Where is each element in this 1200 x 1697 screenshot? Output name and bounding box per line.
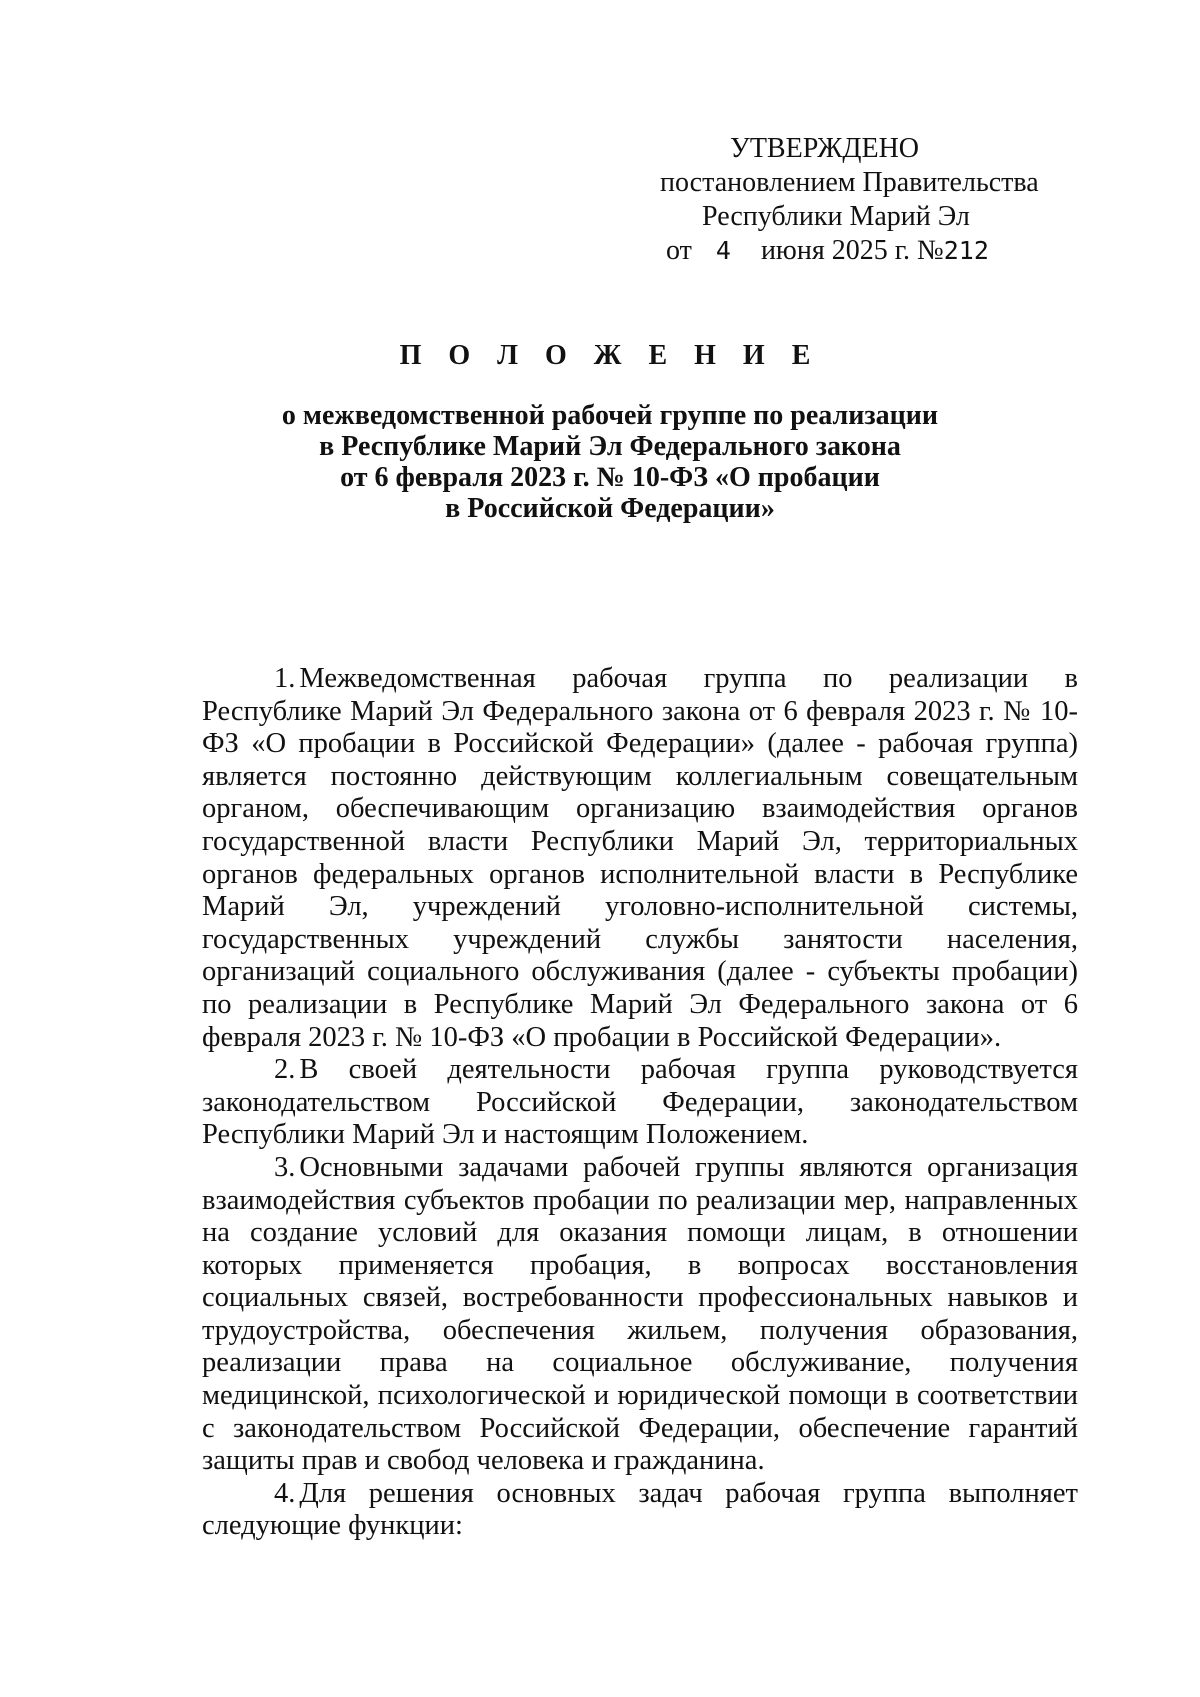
document-body: [202, 663, 1078, 1543]
paragraph-text: В своей деятельности рабочая группа руководствуется законодательством Российской Федерации, законодательством Республики Марий Эл и настоящим Положением.: [202, 1054, 1078, 1151]
subtitle-line: в Республике Марий Эл Федерального закона: [319, 431, 901, 462]
paragraph-number: 3.: [274, 1151, 296, 1183]
paragraph-text: Для решения основных задач рабочая группа выполняет следующие функции:: [202, 1477, 1078, 1542]
paragraph-text: Основными задачами рабочей группы являются организация взаимодействия субъектов пробации по реализации мер, направленных на создание условий для оказания помощи лицам, в отношении которых применяется пробация, в вопросах восстановления социальных связей, востребованности профессиональных навыков и трудоустройства, обеспечения жильем, получения образования, реализации права на социальное обслуживание, получения медицинской, психологической и юридической помощи в соответствии с законодательством Российской Федерации, обеспечение гарантий защиты прав и свобод человека и гражданина.: [202, 1151, 1078, 1477]
approval-issuer: постановлением Правительства: [660, 167, 1039, 198]
document-title: П О Л О Ж Е Н И Е: [399, 340, 821, 371]
subtitle-line: от 6 февраля 2023 г. № 10-ФЗ «О пробации: [340, 462, 880, 493]
document-subtitle: [280, 400, 940, 524]
paragraph-3: [202, 1152, 1078, 1478]
approval-doc-number: 212: [943, 236, 989, 265]
approval-date-line: [660, 234, 1100, 268]
approval-date-prefix: от: [666, 235, 692, 266]
paragraph-1: [202, 663, 1078, 1054]
approval-date-month-year: июня 2025 г. №: [760, 235, 944, 266]
paragraph-4: [202, 1478, 1078, 1543]
approval-title: УТВЕРЖДЕНО: [730, 133, 920, 164]
paragraph-text: Межведомственная рабочая группа по реализации в Республике Марий Эл Федерального закона от 6 февраля 2023 г. № 10-ФЗ «О пробации в Российской Федерации» (далее - рабочая группа) является постоянно действующим коллегиальным совещательным органом, обеспечивающим организацию взаимодействия органов государственной власти Республики Марий Эл, территориальных органов федеральных органов исполнительной власти в Республике Марий Эл, учреждений уголовно-исполнительной системы, государственных учреждений службы занятости населения, организаций социального обслуживания (далее - субъекты пробации) по реализации в Республике Марий Эл Федерального закона от 6 февраля 2023 г. № 10-ФЗ «О пробации в Российской Федерации».: [202, 663, 1078, 1053]
approval-organization: Республики Марий Эл: [702, 201, 970, 232]
approval-date-day: 4: [715, 236, 731, 265]
approval-stamp: [660, 132, 1100, 268]
paragraph-2: [202, 1054, 1078, 1152]
paragraph-number: 2.: [274, 1054, 296, 1086]
paragraph-number: 1.: [274, 663, 296, 694]
subtitle-line: о межведомственной рабочей группе по реализации: [281, 400, 939, 431]
subtitle-line: в Российской Федерации»: [445, 493, 775, 524]
paragraph-number: 4.: [274, 1477, 296, 1509]
